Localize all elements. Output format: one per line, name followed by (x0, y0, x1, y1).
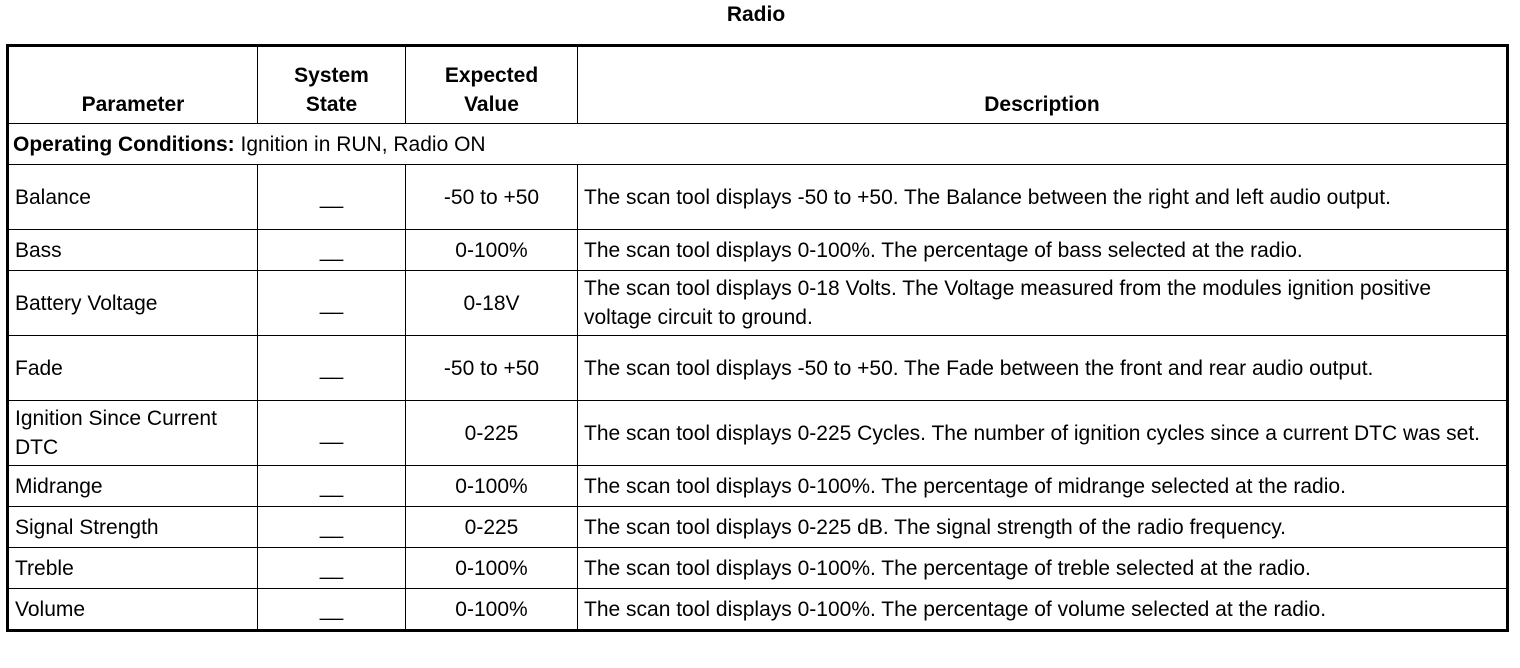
table-row (8, 336, 1508, 401)
table-row (8, 466, 1508, 507)
expected-value-cell: 0-18V (406, 271, 578, 336)
table-row (8, 401, 1508, 466)
parameter-cell: Fade (8, 336, 258, 401)
system-state-cell: __ (258, 548, 406, 589)
header-system-state-line2: State (305, 93, 358, 116)
description-cell: The scan tool displays -50 to +50. The Fade between the front and rear audio output. (578, 336, 1508, 401)
page-title: Radio (726, 3, 786, 26)
description-cell: The scan tool displays 0-100%. The percentage of bass selected at the radio. (578, 230, 1508, 271)
system-state-cell: __ (258, 401, 406, 466)
expected-value-cell: 0-100% (406, 548, 578, 589)
parameter-cell: Midrange (8, 466, 258, 507)
header-expected-value-line1: Expected (444, 64, 539, 87)
parameter-cell: Bass (8, 230, 258, 271)
table-row (8, 507, 1508, 548)
expected-value-cell: 0-225 (406, 401, 578, 466)
header-expected-value (406, 46, 578, 124)
description-cell: The scan tool displays 0-100%. The percentage of treble selected at the radio. (578, 548, 1508, 589)
parameter-cell: Volume (8, 589, 258, 631)
header-description-label: Description (984, 93, 1100, 116)
system-state-cell: __ (258, 466, 406, 507)
expected-value-cell: 0-100% (406, 466, 578, 507)
description-cell: The scan tool displays 0-225 Cycles. The number of ignition cycles since a current DTC was set. (578, 401, 1508, 466)
header-system-state-line1: System (294, 64, 369, 87)
description-cell: The scan tool displays 0-18 Volts. The Voltage measured from the modules ignition positive voltage circuit to ground. (578, 271, 1508, 336)
expected-value-cell: 0-100% (406, 230, 578, 271)
system-state-cell: __ (258, 336, 406, 401)
expected-value-cell: -50 to +50 (406, 336, 578, 401)
description-cell: The scan tool displays -50 to +50. The Balance between the right and left audio output. (578, 165, 1508, 230)
table-row (8, 230, 1508, 271)
operating-conditions-text: Ignition in RUN, Radio ON (234, 132, 486, 156)
header-system-state (258, 46, 406, 124)
header-description (578, 46, 1508, 124)
system-state-cell: __ (258, 589, 406, 631)
header-parameter (8, 46, 258, 124)
description-cell: The scan tool displays 0-100%. The percentage of volume selected at the radio. (578, 589, 1508, 631)
system-state-cell: __ (258, 507, 406, 548)
operating-conditions-cell (8, 124, 1508, 165)
system-state-cell: __ (258, 165, 406, 230)
expected-value-cell: 0-225 (406, 507, 578, 548)
table-row (8, 165, 1508, 230)
parameter-cell: Battery Voltage (8, 271, 258, 336)
expected-value-cell: -50 to +50 (406, 165, 578, 230)
operating-conditions-row (8, 124, 1508, 165)
table-header-row (8, 46, 1508, 124)
system-state-cell: __ (258, 230, 406, 271)
parameter-cell: Treble (8, 548, 258, 589)
table-row (8, 589, 1508, 631)
parameter-cell: Ignition Since Current DTC (8, 401, 258, 466)
parameter-cell: Balance (8, 165, 258, 230)
header-parameter-label: Parameter (81, 93, 185, 116)
table-row (8, 548, 1508, 589)
system-state-cell: __ (258, 271, 406, 336)
expected-value-cell: 0-100% (406, 589, 578, 631)
description-cell: The scan tool displays 0-100%. The percentage of midrange selected at the radio. (578, 466, 1508, 507)
table-row (8, 271, 1508, 336)
parameter-cell: Signal Strength (8, 507, 258, 548)
radio-parameters-table (6, 44, 1509, 632)
description-cell: The scan tool displays 0-225 dB. The signal strength of the radio frequency. (578, 507, 1508, 548)
operating-conditions-label: Operating Conditions: (13, 132, 235, 156)
header-expected-value-line2: Value (464, 93, 519, 116)
